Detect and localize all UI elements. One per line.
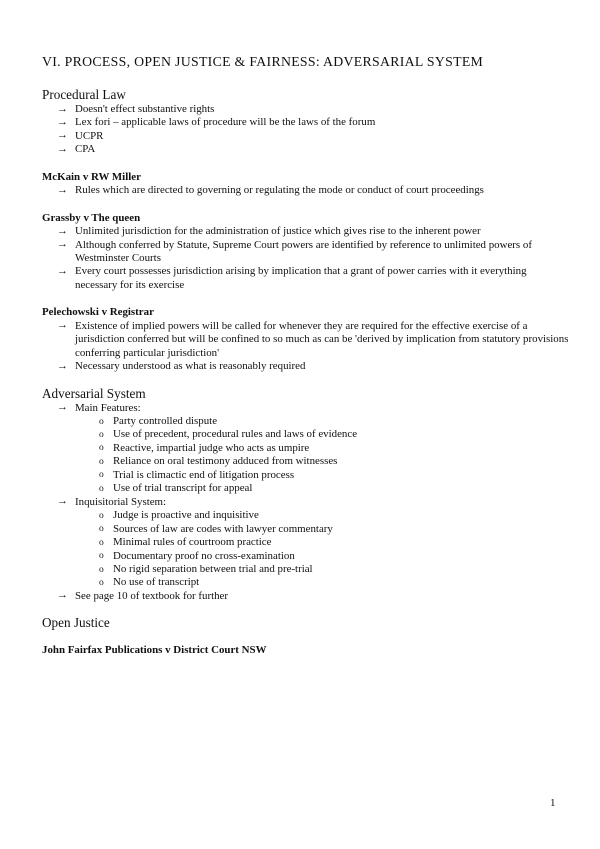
section-heading: Procedural Law bbox=[42, 87, 126, 102]
list-item-text: Judge is proactive and inquisitive bbox=[113, 509, 259, 522]
list-item bbox=[42, 184, 572, 197]
list-item-text: Main Features: bbox=[75, 401, 141, 414]
circle-bullet-icon: o bbox=[99, 483, 104, 494]
case-name: McKain v RW Miller bbox=[42, 170, 141, 183]
arrow-bullet-icon: → bbox=[57, 319, 68, 332]
list-item-text: No rigid separation between trial and pre-trial bbox=[113, 563, 313, 575]
list-item-text: Sources of law are codes with lawyer commentary bbox=[113, 522, 333, 535]
list-item bbox=[42, 265, 572, 292]
list-item bbox=[42, 428, 572, 441]
list-item bbox=[42, 225, 572, 238]
section-grassby bbox=[42, 212, 572, 293]
page-number: 1 bbox=[550, 797, 556, 809]
arrow-bullet-icon: → bbox=[57, 495, 68, 508]
circle-bullet-icon: o bbox=[99, 577, 104, 588]
case-name: Grassby v The queen bbox=[42, 211, 141, 224]
list-item-text: Documentary proof no cross-examination bbox=[113, 549, 295, 562]
list-item-text: Doesn't effect substantive rights bbox=[75, 103, 215, 115]
circle-bullet-icon: o bbox=[99, 429, 104, 440]
circle-bullet-icon: o bbox=[99, 551, 104, 562]
bullet-list bbox=[42, 103, 572, 157]
circle-bullet-icon: o bbox=[99, 443, 104, 454]
list-item-text: Necessary understood as what is reasonably required bbox=[75, 360, 306, 373]
arrow-bullet-icon: → bbox=[57, 401, 68, 414]
list-item bbox=[42, 509, 572, 522]
list-item bbox=[42, 103, 572, 116]
section-procedural-law bbox=[42, 87, 572, 157]
list-item bbox=[42, 550, 572, 563]
list-item-text: Existence of implied powers will be called for whenever they are required for the effective exercise of a jurisdiction conferred but will be confined to so much as can be 'derived by implication from statutory provisions conferring particular jurisdiction' bbox=[75, 319, 569, 359]
section-open-justice bbox=[42, 615, 572, 630]
list-item-text: CPA bbox=[75, 143, 96, 156]
list-item-text: UCPR bbox=[75, 129, 104, 142]
list-item-text: See page 10 of textbook for further bbox=[75, 589, 229, 602]
circle-bullet-icon: o bbox=[99, 524, 104, 535]
section-john-fairfax bbox=[42, 644, 572, 657]
section-mckain bbox=[42, 171, 572, 198]
list-item-text: Party controlled dispute bbox=[113, 415, 218, 428]
list-item bbox=[42, 239, 572, 266]
arrow-bullet-icon: → bbox=[57, 183, 68, 196]
list-item bbox=[42, 496, 572, 509]
circle-bullet-icon: o bbox=[99, 416, 104, 427]
circle-bullet-icon: o bbox=[99, 510, 104, 521]
list-item bbox=[42, 360, 572, 373]
list-item bbox=[42, 402, 572, 415]
bullet-list bbox=[42, 402, 572, 604]
list-item-text: No use of transcript bbox=[113, 576, 200, 589]
list-item bbox=[42, 563, 572, 576]
list-item bbox=[42, 590, 572, 603]
list-item-text: Inquisitorial System: bbox=[75, 495, 167, 508]
circle-bullet-icon: o bbox=[99, 537, 104, 548]
arrow-bullet-icon: → bbox=[57, 115, 68, 128]
list-item-text: Every court possesses jurisdiction arising by implication that a grant of power carries with it everything necessary for its exercise bbox=[75, 265, 527, 291]
list-item-text: Trial is climactic end of litigation process bbox=[113, 468, 295, 481]
list-item bbox=[42, 523, 572, 536]
circle-bullet-icon: o bbox=[99, 564, 104, 575]
list-item-text: Rules which are directed to governing or regulating the mode or conduct of court proceedings bbox=[75, 184, 484, 197]
circle-bullet-icon: o bbox=[99, 470, 104, 481]
section-heading: Open Justice bbox=[42, 615, 110, 631]
arrow-bullet-icon: → bbox=[57, 224, 68, 237]
list-item bbox=[42, 320, 572, 360]
bullet-list bbox=[42, 320, 572, 374]
list-item-text: Reactive, impartial judge who acts as umpire bbox=[113, 441, 310, 454]
list-item-text: Minimal rules of courtroom practice bbox=[113, 536, 272, 549]
list-item bbox=[42, 130, 572, 143]
list-item bbox=[42, 536, 572, 549]
bullet-list bbox=[42, 225, 572, 292]
list-item bbox=[42, 442, 572, 455]
arrow-bullet-icon: → bbox=[57, 102, 68, 115]
arrow-bullet-icon: → bbox=[57, 264, 68, 277]
section-heading: Adversarial System bbox=[42, 385, 146, 401]
case-name: Pelechowski v Registrar bbox=[42, 306, 154, 319]
section-pelechowski bbox=[42, 306, 572, 373]
arrow-bullet-icon: → bbox=[57, 589, 68, 602]
list-item bbox=[42, 455, 572, 468]
list-item-text: Although conferred by Statute, Supreme Court powers are identified by reference to unlimited powers of Westminster Courts bbox=[75, 238, 532, 264]
doc-title: VI. PROCESS, OPEN JUSTICE & FAIRNESS: ADVERSARIAL SYSTEM bbox=[42, 54, 484, 69]
list-item bbox=[42, 116, 572, 129]
bullet-list bbox=[42, 184, 572, 197]
list-item bbox=[42, 415, 572, 428]
list-item bbox=[42, 482, 572, 495]
list-item-text: Reliance on oral testimony adduced from witnesses bbox=[113, 455, 338, 468]
circle-bullet-icon: o bbox=[99, 456, 104, 467]
list-item-text: Unlimited jurisdiction for the administration of justice which gives rise to the inherent power bbox=[75, 225, 481, 238]
arrow-bullet-icon: → bbox=[57, 359, 68, 372]
list-item bbox=[42, 576, 572, 589]
arrow-bullet-icon: → bbox=[57, 129, 68, 142]
list-item bbox=[42, 469, 572, 482]
arrow-bullet-icon: → bbox=[57, 238, 68, 251]
arrow-bullet-icon: → bbox=[57, 142, 68, 155]
list-item-text: Lex fori – applicable laws of procedure will be the laws of the forum bbox=[75, 116, 376, 129]
list-item bbox=[42, 143, 572, 156]
list-item-text: Use of precedent, procedural rules and laws of evidence bbox=[113, 428, 358, 441]
section-adversarial-system bbox=[42, 386, 572, 604]
case-name: John Fairfax Publications v District Court NSW bbox=[42, 644, 267, 657]
list-item-text: Use of trial transcript for appeal bbox=[113, 482, 253, 495]
